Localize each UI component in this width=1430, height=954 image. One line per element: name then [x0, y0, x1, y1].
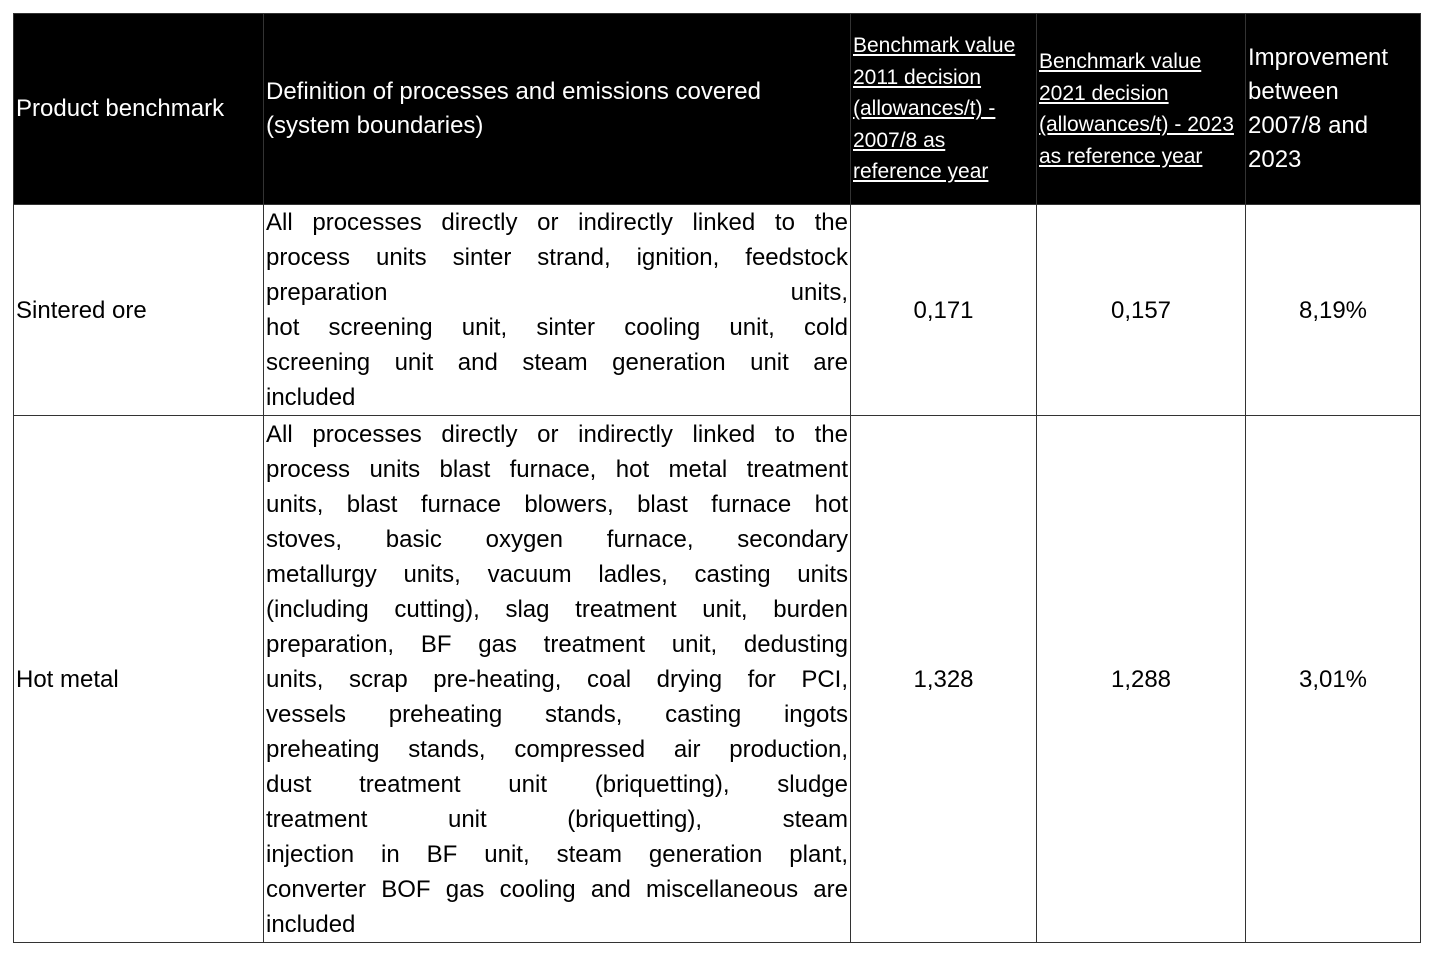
definition-line: preparation, BF gas treatment unit, dedusting [266, 630, 848, 658]
definition-line: units, scrap pre-heating, coal drying for PCI, [266, 665, 848, 693]
header-improvement: Improvement between 2007/8 and 2023 [1246, 14, 1421, 205]
definition-line: included [266, 910, 356, 938]
header-definition: Definition of processes and emissions covered (system boundaries) [264, 14, 851, 205]
cell-value-2011: 0,171 [851, 205, 1037, 416]
definition-line: vessels preheating stands, casting ingots [266, 700, 848, 728]
definition-line: screening unit and steam generation unit are [266, 349, 848, 376]
cell-definition [264, 416, 851, 943]
definition-line: process units sinter strand, ignition, feedstock [266, 244, 848, 271]
definition-line: stoves, basic oxygen furnace, secondary [266, 525, 848, 553]
cell-value-2011: 1,328 [851, 416, 1037, 943]
definition-line: process units blast furnace, hot metal treatment [266, 455, 848, 483]
definition-line: dust treatment unit (briquetting), sludge [266, 770, 848, 798]
cell-product: Sintered ore [14, 205, 264, 416]
table-row [14, 416, 1421, 943]
definition-line: treatment unit (briquetting), steam [266, 805, 848, 833]
cell-improvement: 3,01% [1246, 416, 1421, 943]
definition-line: preheating stands, compressed air production, [266, 735, 848, 763]
table-row [14, 205, 1421, 416]
definition-line: All processes directly or indirectly linked to the [266, 420, 848, 448]
definition-line: injection in BF unit, steam generation plant, [266, 840, 848, 868]
definition-line: metallurgy units, vacuum ladles, casting units [266, 560, 848, 588]
benchmark-table [13, 13, 1421, 943]
cell-value-2021: 0,157 [1037, 205, 1246, 416]
header-row [14, 14, 1421, 205]
definition-line: included [266, 384, 356, 411]
header-product-benchmark: Product benchmark [14, 14, 264, 205]
cell-definition [264, 205, 851, 416]
header-benchmark-2011[interactable]: Benchmark value 2011 decision (allowances/t) - 2007/8 as reference year [851, 14, 1037, 205]
cell-value-2021: 1,288 [1037, 416, 1246, 943]
definition-line: preparation units, [266, 279, 848, 306]
cell-improvement: 8,19% [1246, 205, 1421, 416]
cell-product: Hot metal [14, 416, 264, 943]
definition-line: (including cutting), slag treatment unit, burden [266, 595, 848, 623]
definition-line: hot screening unit, sinter cooling unit, cold [266, 314, 848, 341]
header-benchmark-2021[interactable]: Benchmark value 2021 decision (allowances/t) - 2023 as reference year [1037, 14, 1246, 205]
definition-line: converter BOF gas cooling and miscellaneous are [266, 875, 848, 903]
definition-line: units, blast furnace blowers, blast furnace hot [266, 490, 848, 518]
definition-line: All processes directly or indirectly linked to the [266, 209, 848, 236]
